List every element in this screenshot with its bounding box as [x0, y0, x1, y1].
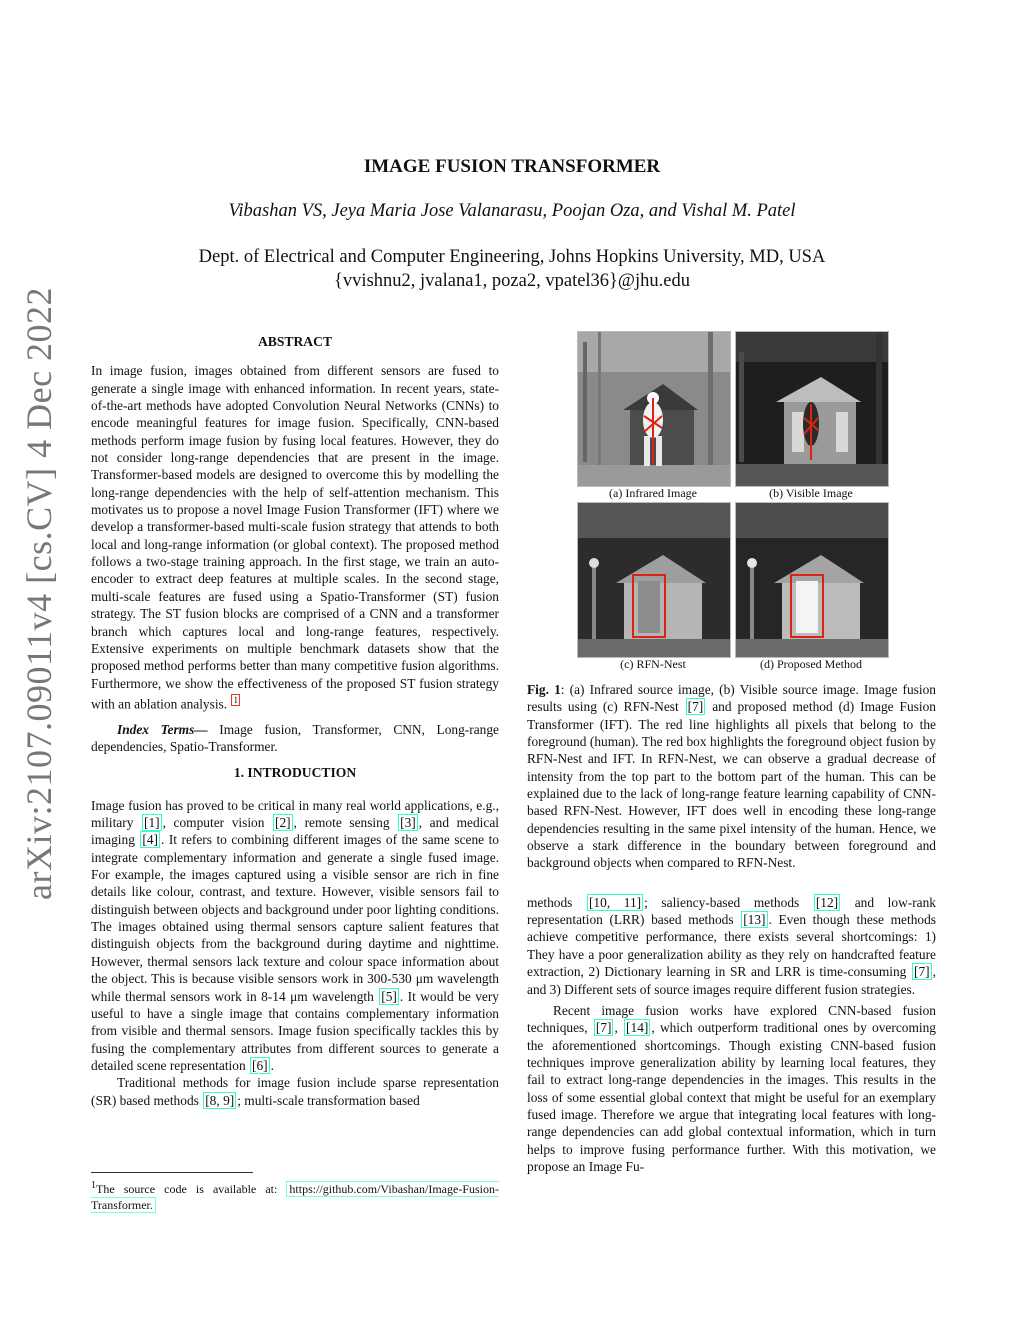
citation[interactable]: [12] — [815, 894, 839, 910]
index-terms: Index Terms— Image fusion, Transformer, CNN, Long-range dependencies, Spatio-Transformer. — [91, 721, 499, 755]
paper-title: IMAGE FUSION TRANSFORMER — [363, 156, 661, 177]
footnote-rule — [91, 1172, 253, 1173]
rfn-nest-scene — [578, 503, 730, 657]
footnote-mark: 1 — [91, 1180, 96, 1191]
emails: {vvishnu2, jvalana1, poza2, vpatel36}@jhu.edu — [334, 271, 690, 291]
footnote: $^1$The source code is available at: https://github.com/Vibashan/Image-Fusion-Transformer. — [91, 1180, 499, 1212]
affiliation-block — [0, 245, 1024, 293]
figure-label: Fig. 1 — [527, 682, 561, 697]
visible-scene — [736, 332, 888, 486]
right-column — [527, 681, 936, 1175]
subcaption-d: (d) Proposed Method — [760, 657, 862, 671]
affiliation: Dept. of Electrical and Computer Engineering, Johns Hopkins University, MD, USA — [198, 247, 826, 267]
citation[interactable]: [2] — [275, 815, 291, 831]
right-paragraph-2: Recent image fusion works have explored CNN-based fusion techniques, [7] , [14] , which outperform traditional ones by overcoming the aforementioned shortcomings. Though existing CNN-based fusion techniques improve generalization ability by learning local features, they fail to extract long-range dependencies in the images. This results in the loss of some essential global context that might be useful for an exemplary fused image. Therefore we argue that integrating local features with long-range dependencies can add global contextual information, which in turn helps to improve fusing performance further. With this motivation, we propose an Image Fu- — [527, 1002, 936, 1174]
citation[interactable]: [6] — [252, 1057, 268, 1073]
rfn-nest-image — [577, 502, 731, 658]
citation[interactable]: [13] — [743, 912, 766, 928]
subcaption-c: (c) RFN-Nest — [620, 657, 686, 671]
proposed-method-image — [735, 502, 889, 658]
intro-heading: 1. INTRODUCTION — [233, 765, 357, 781]
citation[interactable]: [7] — [687, 699, 704, 715]
citation[interactable]: [3] — [400, 815, 416, 831]
proposed-method-scene — [736, 503, 888, 657]
intro-paragraph-2: Traditional methods for image fusion include sparse representation (SR) based methods [8, 9] ; multi-scale transformation based — [91, 1075, 499, 1108]
citation[interactable]: [5] — [381, 988, 397, 1004]
left-column — [91, 333, 499, 1109]
intro-paragraph-1: Image fusion has proved to be critical in many real world applications, e.g., military [1] , computer vision [2] , remote sensing [3] , and medical imaging [4] . It refers to combining different images of the same scene to integrate complementary information and generate a single fused image. For example, the images captured using a visible sensor are rich in fine details like colour, contrast, and texture. However, visible sensors fail to distinguish between objects and background under poor lighting conditions. The images obtained using thermal sensors capture salient features that distinguish objects from the background during daytime and nighttime. However, thermal sensors lack texture and colour space information about the object. This is because visible sensors work in 300-530 μm wavelength while thermal sensors work in 8-14 μm wavelength [5] . It would be very useful to have a single image that contains complementary information from visible and thermal sensors. Image fusion specifically tackles this by fusing the complementary attributes from different sources to generate a detailed scene representation [6] . — [91, 797, 499, 1073]
figure-caption: Fig. 1: (a) Infrared source image, (b) Visible source image. Image fusion results using (c) RFN-Nest [7] and proposed method (d) Image Fusion Transformer (IFT). The red line highlights all pixels that belong to the foreground (human). The red box highlights the foreground object fusion by RFN-Nest and IFT. In RFN-Nest, we can observe a gradual decrease of intensity from the top part to the bottom part of the human. This can be explained due to the lack of long-range feature learning capability of CNN-based RFN-Nest. However, IFT does well in encoding these long-range dependencies resulting in the same pixel intensity of the human. Hence, we observe a stark difference in the boundary between foreground and background objects when compared to RFN-Nest. — [527, 682, 936, 871]
citation[interactable]: [7] — [595, 1020, 612, 1036]
source-code-link[interactable]: https://github.com/Vibashan/Image-Fusion-Transformer. — [91, 1182, 499, 1212]
infrared-scene — [578, 332, 730, 486]
abstract-text: In image fusion, images obtained from different sensors are fused to generate a single image with enhanced information. In recent years, state-of-the-art methods have adopted Convolution Neural Networks (CNNs) to encode meaningful features for image fusion. Specifically, CNN-based methods perform image fusion by fusing local features. However, they do not consider long-range dependencies that are present in the image. Transformer-based models are designed to overcome this by modelling the long-range dependencies with the help of self-attention mechanism. This motivates us to propose a novel Image Fusion Transformer (IFT) where we develop a transformer-based multi-scale fusion strategy that attends to both local and long-range information (or global context). The proposed method follows a two-stage training approach. In the first stage, we train an auto-encoder to extract deep features at multiple scales. In the second stage, multi-scale features are fused using a Spatio-Transformer (ST) fusion strategy. The ST fusion blocks are comprised of a CNN and a transformer branch which captures local and long-range features, respectively. Extensive experiments on multiple benchmark datasets show that the proposed method performs better than many competitive fusion algorithms. Furthermore, we show the effectiveness of the proposed ST fusion strategy with an ablation analysis. $^1$ — [91, 363, 499, 712]
right-paragraph-1: methods [10, 11] ; saliency-based methods [12] and low-rank representation (LRR) based methods [13] . Even though these methods achieve competitive performance, there exists several shortcomings: 1) They have a poor generalization ability as they rely on handcrafted feature extraction, 2) Dictionary learning in SR and LRR is time-consuming [7] , and 3) Different sets of source images require different fusion strategies. — [527, 894, 936, 997]
citation[interactable]: [4] — [142, 832, 158, 848]
abstract-heading: ABSTRACT — [257, 334, 333, 349]
index-terms-label: Index Terms— — [117, 721, 208, 737]
citation[interactable]: [14] — [626, 1020, 649, 1036]
footnote-ref[interactable]: 1 — [233, 694, 238, 705]
arxiv-side-label: arXiv:2107.09011v4 [cs.CV] 4 Dec 2022 — [19, 286, 59, 900]
infrared-image — [577, 331, 731, 487]
citation[interactable]: [1] — [143, 815, 160, 831]
citation[interactable]: [8, 9] — [205, 1092, 235, 1108]
author-list: Vibashan VS, Jeya Maria Jose Valanarasu, Poojan Oza, and Vishal M. Patel — [228, 201, 796, 221]
subcaption-b: (b) Visible Image — [769, 486, 853, 500]
visible-image — [735, 331, 889, 487]
citation[interactable]: [10, 11] — [588, 894, 642, 910]
citation[interactable]: [7] — [914, 964, 930, 980]
subcaption-a: (a) Infrared Image — [609, 486, 697, 500]
